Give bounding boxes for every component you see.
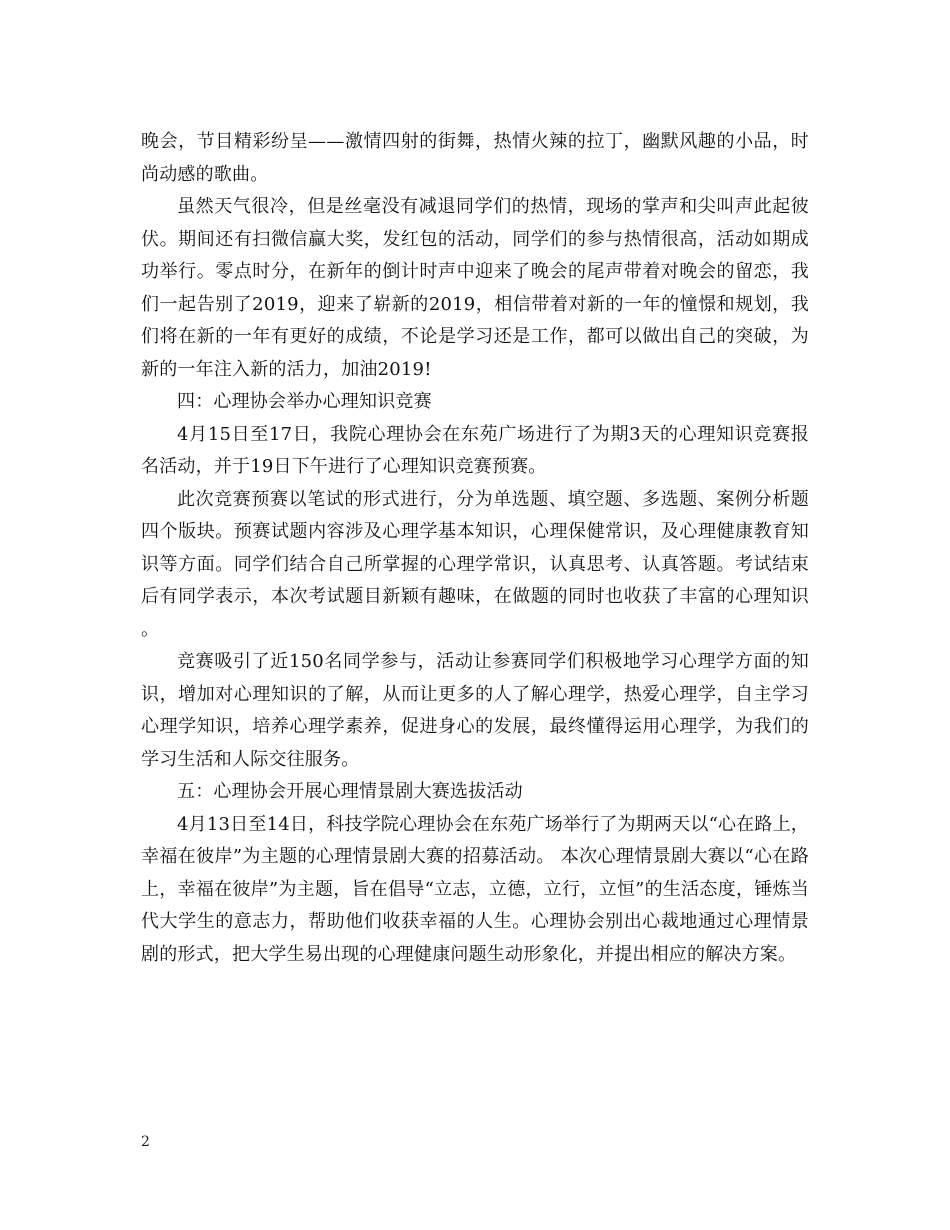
paragraph: 此次竞赛预赛以笔试的形式进行，分为单选题、填空题、多选题、案例分析题四个版块。预赛试题内容涉及心理学基本知识，心理保健常识，及心理健康教育知识等方面。同学们结合自己所掌握的心理学常识，认真思考、认真答题。考试结束后有同学表示，本次考试题目新颖有趣味，在做题的同时也收获了丰富的心理知识。 [141, 488, 809, 640]
section-heading: 五：心理协会开展心理情景剧大赛选拔活动 [177, 781, 523, 802]
paragraph: 虽然天气很冷，但是丝毫没有减退同学们的热情，现场的掌声和尖叫声此起彼伏。期间还有扫微信赢大奖，发红包的活动，同学们的参与热情很高，活动如期成功举行。零点时分，在新年的倒计时声中迎来了晚会的尾声带着对晚会的留恋，我们一起告别了2019，迎来了崭新的2019，相信带着对新的一年的憧憬和规划，我们将在新的一年有更好的成绩，不论是学习还是工作，都可以做出自己的突破，为新的一年注入新的活力，加油2019! [141, 196, 809, 380]
section-heading: 四：心理协会举办心理知识竞赛 [177, 391, 432, 412]
paragraph: 4月13日至14日，科技学院心理协会在东苑广场举行了为期两天以“心在路上，幸福在彼岸”为主题的心理情景剧大赛的招募活动。 本次心理情景剧大赛以“心在路上，幸福在彼岸”为主题，旨在倡导“立志，立德，立行，立恒”的生活态度，锤炼当代大学生的意志力，帮助他们收获幸福的人生。心理协会别出心裁地通过心理情景剧的形式，把大学生易出现的心理健康问题生动形象化，并提出相应的解决方案。 [141, 813, 809, 965]
paragraph: 竞赛吸引了近150名同学参与，活动让参赛同学们积极地学习心理学方面的知识，增加对心理知识的了解，从而让更多的人了解心理学，热爱心理学，自主学习心理学知识，培养心理学素养，促进身心的发展，最终懂得运用心理学，为我们的学习生活和人际交往服务。 [141, 651, 809, 770]
paragraph: 晚会，节目精彩纷呈——激情四射的街舞，热情火辣的拉丁，幽默风趣的小品，时尚动感的歌曲。 [141, 131, 809, 185]
paragraph: 4月15日至17日，我院心理协会在东苑广场进行了为期3天的心理知识竞赛报名活动，并于19日下午进行了心理知识竞赛预赛。 [141, 423, 809, 477]
document-body [141, 126, 809, 971]
page-number: 2 [141, 1134, 150, 1150]
